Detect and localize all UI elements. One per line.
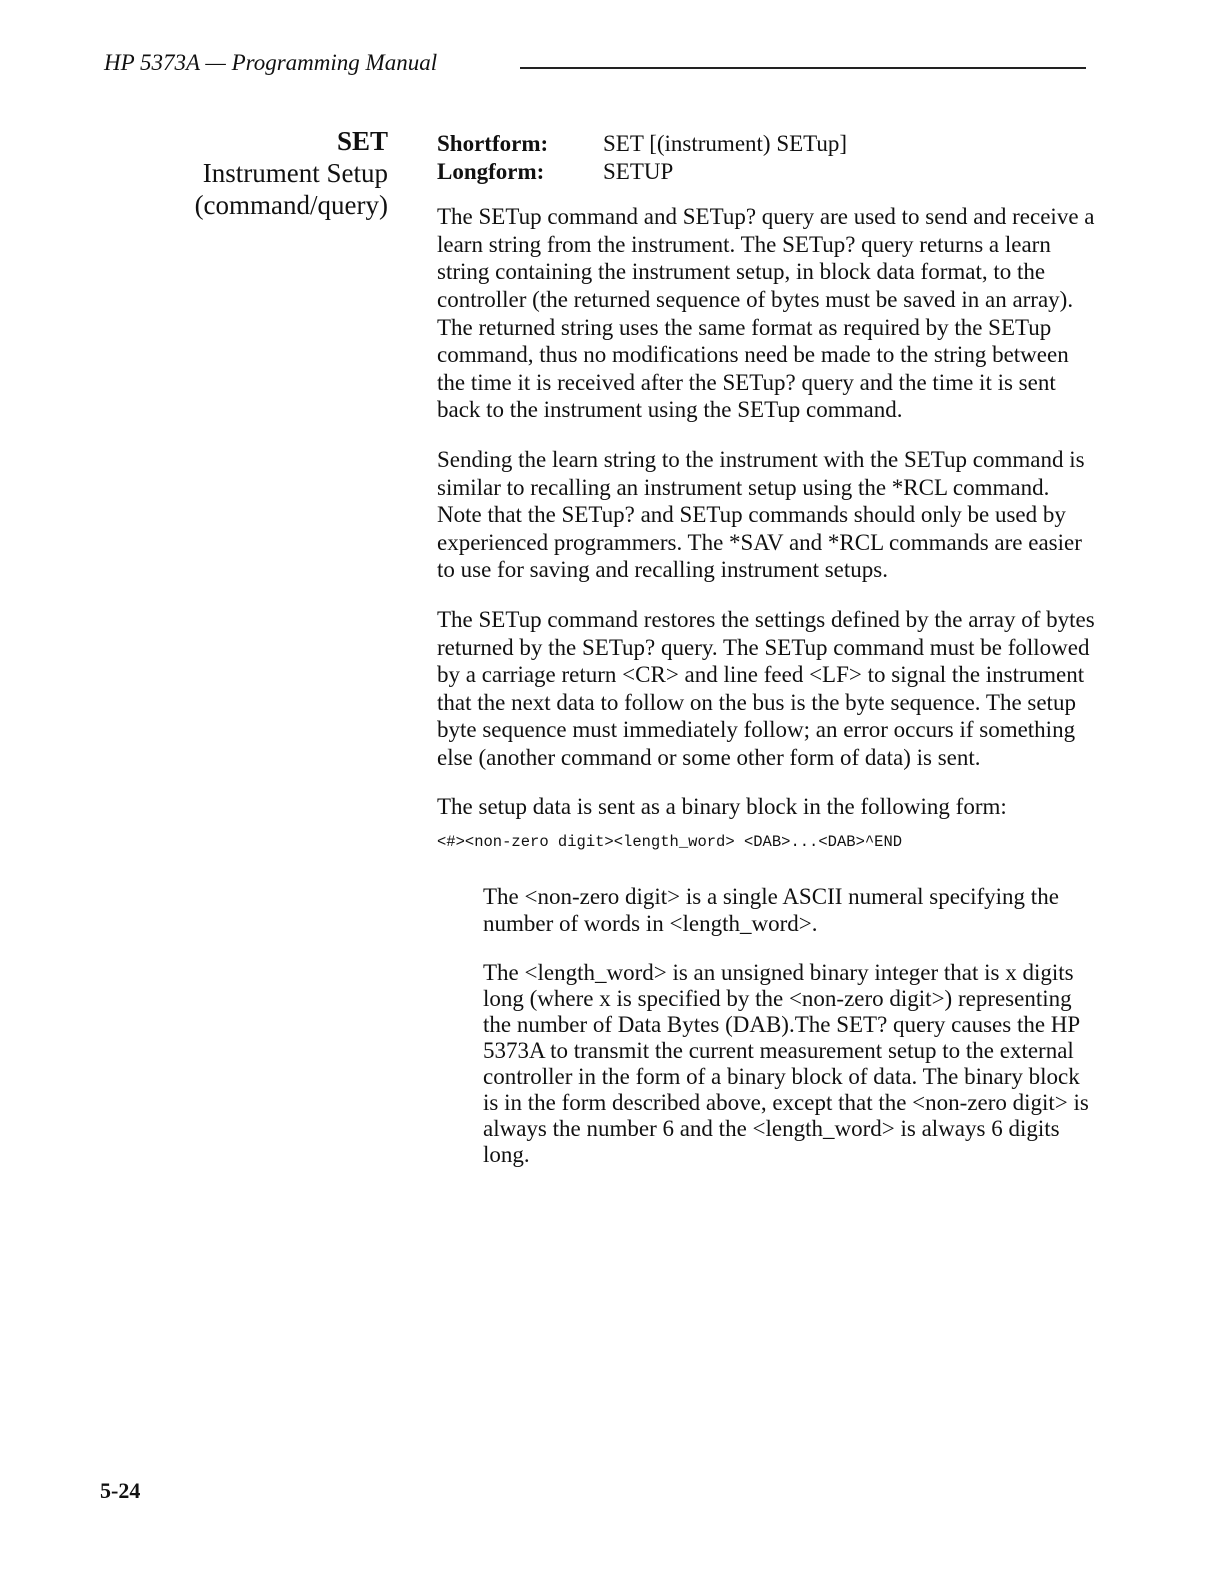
paragraph-1: The SETup command and SETup? query are used to send and receive a learn string from the instrument. The SETup? query returns a learn string containing the instrument setup, in block data format, to the controller (the returned sequence of bytes must be saved in an array). The returned string uses the same format as required by the SETup command, thus no modifications need be made to the string between the time it is received after the SETup? query and the time it is sent back to the instrument using the SETup command. [437,204,1095,423]
paragraph-6: The <length_word> is an unsigned binary integer that is x digits long (where x is specified by the <non-zero digit>) representing the number of Data Bytes (DAB).The SET? query causes the HP 5373A to transmit the current measurement setup to the external controller in the form of a binary block of data. The binary block is in the form described above, except that the <non-zero digit> is always the number 6 and the <length_word> is always 6 digits long. [483,959,1089,1167]
section-heading [195,125,388,221]
longform-label: Longform: [437,158,545,184]
page-number: 5-24 [100,1478,141,1503]
shortform-label: Shortform: [437,131,549,156]
command-name: SET [336,126,388,156]
shortform-row [437,130,1097,158]
command-title: Instrument Setup [202,158,388,188]
longform-row [437,158,1097,186]
block-format-code: <#><non-zero digit><length_word> <DAB>...<DAB>^END [437,833,903,852]
header-rule [520,67,1086,69]
command-type: (command/query) [194,190,388,220]
paragraph-5: The <non-zero digit> is a single ASCII numeral specifying the number of words in <length_word>. [483,883,1059,937]
paragraph-3: The SETup command restores the settings defined by the array of bytes returned by the SETup? query. The SETup command must be followed by a carriage return <CR> and line feed <LF> to signal the instrument that the next data to follow on the bus is the byte sequence. The setup byte sequence must immediately follow; an error occurs if something else (another command or some other form of data) is sent. [437,606,1095,770]
main-content [437,130,1097,1190]
paragraph-2: Sending the learn string to the instrument with the SETup command is similar to recalling an instrument setup using the *RCL command. Note that the SETup? and SETup commands should only be used by experienced programmers. The *SAV and *RCL commands are easier to use for saving and recalling instrument setups. [437,446,1085,583]
running-header: HP 5373A — Programming Manual [104,50,438,75]
paragraph-4: The setup data is sent as a binary block in the following form: [437,794,1007,820]
shortform-value: SET [(instrument) SETup] [603,131,848,156]
longform-value: SETUP [603,158,674,184]
